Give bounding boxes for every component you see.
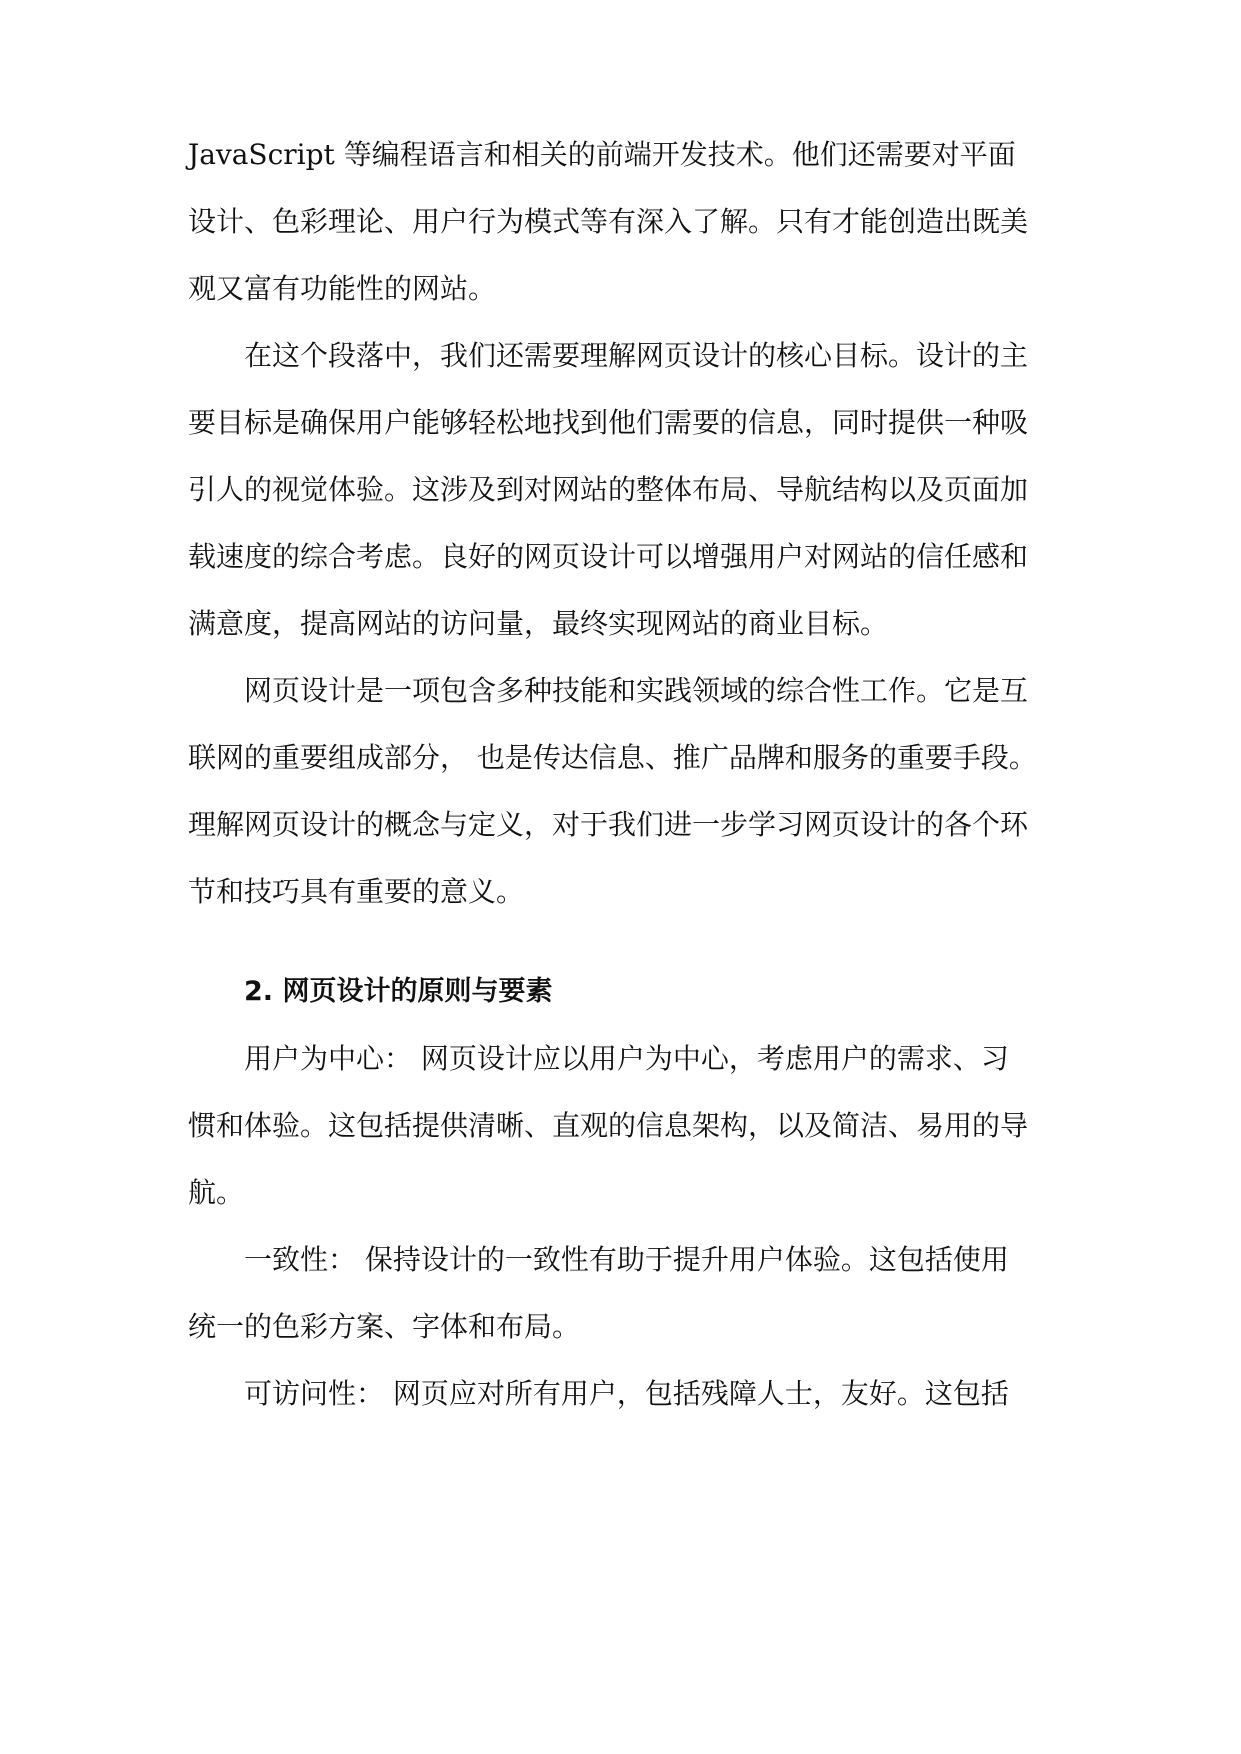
paragraph-3-line-3: 理解网页设计的概念与定义，对于我们进一步学习网页设计的各个环 [188,808,1029,841]
paragraph-5-line-1: 一致性： 保持设计的一致性有助于提升用户体验。这包括使用 [244,1243,1009,1276]
paragraph-3-line-4: 节和技巧具有重要的意义。 [188,875,525,908]
section-heading: 2. 网页设计的原则与要素 [244,976,553,1007]
paragraph-2-line-1: 在这个段落中，我们还需要理解网页设计的核心目标。设计的主 [244,339,1029,372]
paragraph-2-line-4: 载速度的综合考虑。良好的网页设计可以增强用户对网站的信任感和 [188,540,1029,573]
paragraph-4-line-3: 航。 [188,1176,245,1209]
paragraph-2-line-3: 引人的视觉体验。这涉及到对网站的整体布局、导航结构以及页面加 [188,473,1029,506]
paragraph-2-line-5: 满意度，提高网站的访问量，最终实现网站的商业目标。 [188,607,889,640]
paragraph-3-line-2: 联网的重要组成部分， 也是传达信息、推广品牌和服务的重要手段。 [188,741,1037,774]
paragraph-4-line-1: 用户为中心： 网页设计应以用户为中心，考虑用户的需求、习 [244,1042,1009,1075]
paragraph-6-line-1: 可访问性： 网页应对所有用户，包括残障人士，友好。这包括 [244,1377,1009,1410]
paragraph-5-line-2: 统一的色彩方案、字体和布局。 [188,1310,581,1343]
paragraph-3-line-1: 网页设计是一项包含多种技能和实践领域的综合性工作。它是互 [244,674,1029,707]
paragraph-1-line-3: 观又富有功能性的网站。 [188,272,497,305]
paragraph-1-line-2: 设计、色彩理论、用户行为模式等有深入了解。只有才能创造出既美 [188,205,1029,238]
paragraph-1-line-1: JavaScript 等编程语言和相关的前端开发技术。他们还需要对平面 [188,138,1016,171]
paragraph-4-line-2: 惯和体验。这包括提供清晰、直观的信息架构，以及简洁、易用的导 [188,1109,1029,1142]
paragraph-2-line-2: 要目标是确保用户能够轻松地找到他们需要的信息，同时提供一种吸 [188,406,1029,439]
